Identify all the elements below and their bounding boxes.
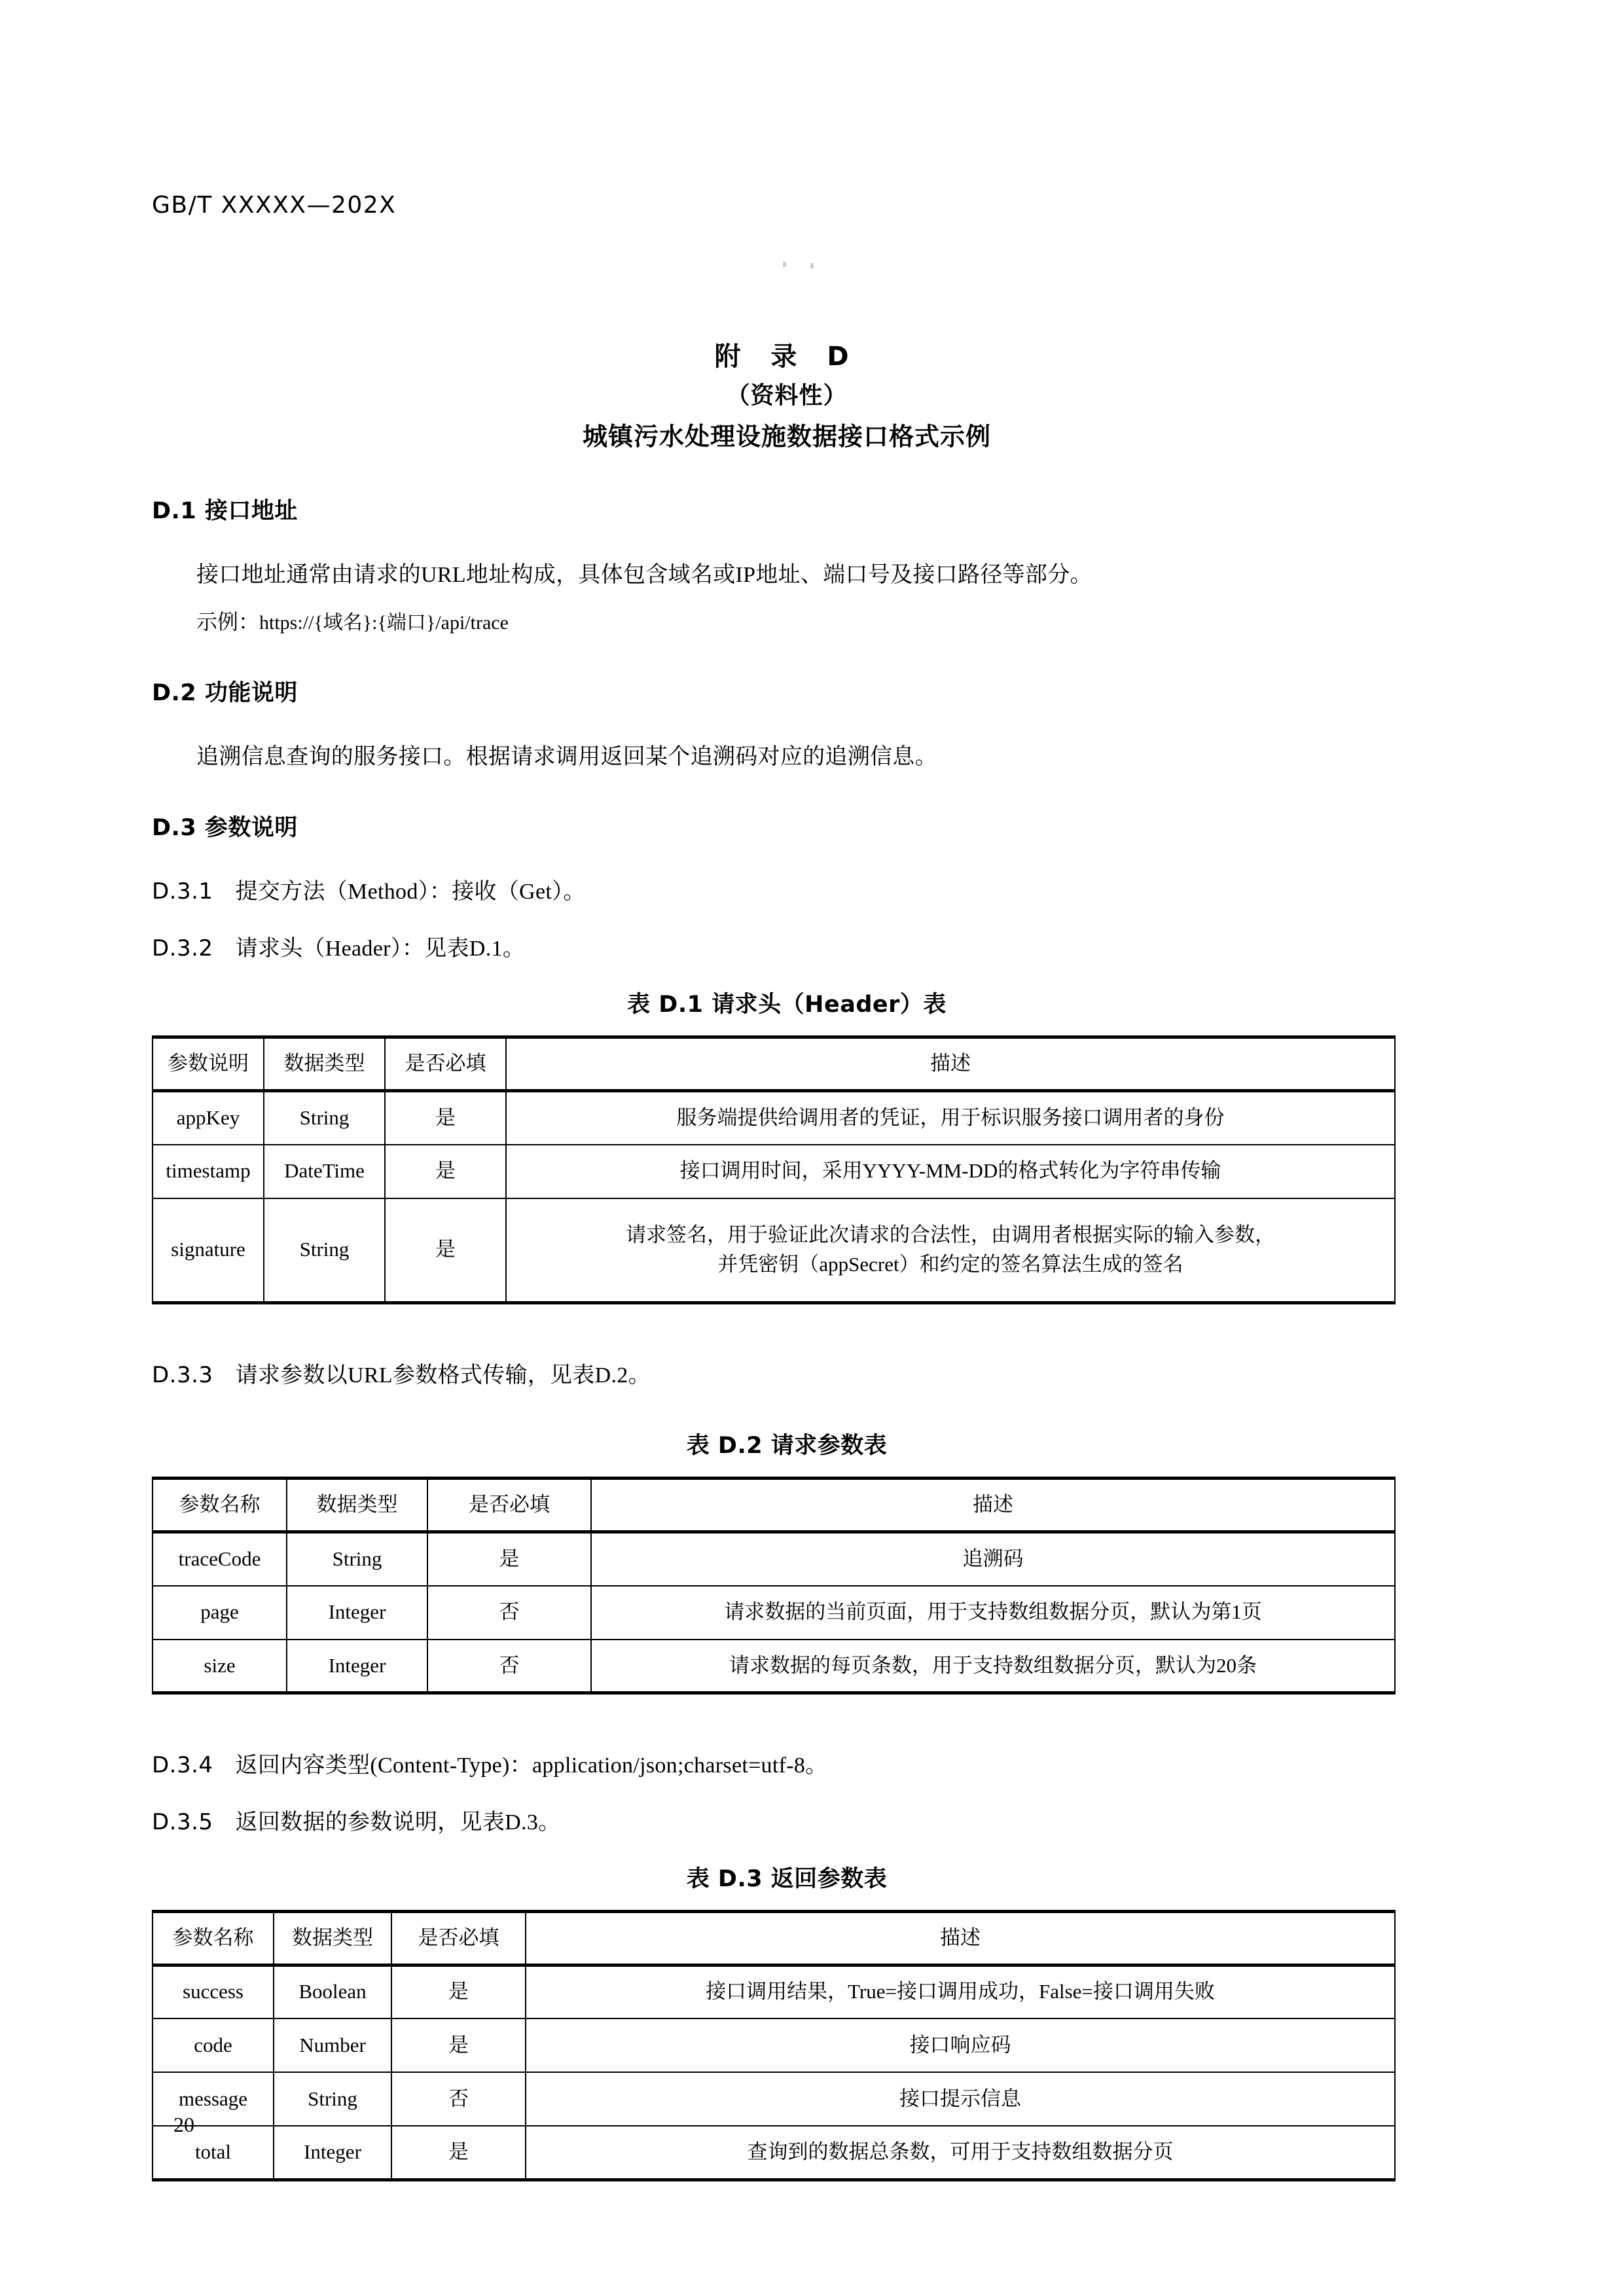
cell-description: 接口调用结果，True=接口调用成功，False=接口调用失败: [526, 1965, 1395, 2018]
cell-description: [506, 1198, 1395, 1303]
cell-data-type: String: [264, 1091, 385, 1145]
cell-data-type: DateTime: [264, 1145, 385, 1198]
cell-description: 请求数据的每页条数，用于支持数组数据分页，默认为20条: [591, 1640, 1395, 1693]
example-url: https://{域名}:{端口}/api/trace: [259, 611, 509, 634]
cell-data-type: String: [264, 1198, 385, 1303]
subclause-text: 返回数据的参数说明，见表D.3。: [235, 1810, 561, 1835]
cell-param-name: message: [153, 2072, 274, 2126]
description-line-2: 并凭密钥（appSecret）和约定的签名算法生成的签名: [717, 1252, 1183, 1276]
column-header: 参数名称: [153, 1479, 287, 1532]
paragraph-d1: 接口地址通常由请求的URL地址构成，具体包含域名或IP地址、端口号及接口路径等部分。: [196, 563, 1092, 587]
table-row: [153, 1586, 1395, 1640]
subclause-text: 提交方法（Method）：接收（Get）。: [235, 879, 586, 904]
cell-required: 是: [385, 1091, 506, 1145]
column-header: 描述: [526, 1911, 1395, 1965]
cell-param-name: total: [153, 2126, 274, 2179]
subclause-d3-1: [152, 877, 1422, 906]
cell-data-type: Integer: [287, 1640, 427, 1693]
column-header: 数据类型: [274, 1911, 391, 1965]
cell-param-name: timestamp: [153, 1145, 264, 1198]
column-header: 数据类型: [264, 1037, 385, 1091]
column-header: 是否必填: [391, 1911, 526, 1965]
table-d2: [152, 1477, 1396, 1695]
column-header: 是否必填: [427, 1479, 591, 1532]
cell-data-type: Integer: [274, 2126, 391, 2179]
column-header: 参数说明: [153, 1037, 264, 1091]
cell-param-name: code: [153, 2018, 274, 2072]
column-header: 参数名称: [153, 1911, 274, 1965]
subclause-number: D.3.5: [152, 1809, 213, 1836]
clause-heading-d1: D.1 接口地址: [152, 498, 298, 524]
table-row: [153, 1145, 1395, 1198]
subclause-text: 返回内容类型(Content-Type)：application/json;charset=utf-8。: [235, 1753, 828, 1778]
cell-required: 否: [391, 2072, 526, 2126]
column-header: 是否必填: [385, 1037, 506, 1091]
table-row: [153, 2126, 1395, 2179]
cell-param-name: appKey: [153, 1091, 264, 1145]
cell-description: 请求数据的当前页面，用于支持数组数据分页，默认为第1页: [591, 1586, 1395, 1640]
cell-data-type: String: [287, 1532, 427, 1586]
annex-title: 城镇污水处理设施数据接口格式示例: [582, 422, 991, 452]
cell-description: 查询到的数据总条数，可用于支持数组数据分页: [526, 2126, 1395, 2179]
subclause-d3-2: [152, 934, 1422, 963]
cell-required: 是: [385, 1198, 506, 1303]
annex-title-block: [152, 338, 1422, 458]
table-row: [153, 1198, 1395, 1303]
subclause-number: D.3.3: [152, 1362, 213, 1389]
table-row: [153, 2072, 1395, 2126]
table-row: [153, 1532, 1395, 1586]
column-header: 描述: [591, 1479, 1395, 1532]
cell-description: 追溯码: [591, 1532, 1395, 1586]
cell-required: 否: [427, 1586, 591, 1640]
subclause-text: 请求参数以URL参数格式传输，见表D.2。: [235, 1363, 651, 1388]
paragraph-d2: 追溯信息查询的服务接口。根据请求调用返回某个追溯码对应的追溯信息。: [196, 744, 937, 769]
table-header-row: [153, 1479, 1395, 1532]
subclause-d3-4: [152, 1751, 1422, 1780]
cell-param-name: size: [153, 1640, 287, 1693]
cell-param-name: traceCode: [153, 1532, 287, 1586]
table-caption-d1: 表 D.1 请求头（Header）表: [627, 992, 947, 1018]
column-header: 数据类型: [287, 1479, 427, 1532]
cell-param-name: signature: [153, 1198, 264, 1303]
table-row: [153, 1640, 1395, 1693]
annex-label: 附 录 D: [714, 342, 859, 372]
scan-artifact: [783, 260, 888, 274]
table-row: [153, 2018, 1395, 2072]
subclause-text: 请求头（Header）：见表D.1。: [235, 936, 526, 961]
cell-description: 接口提示信息: [526, 2072, 1395, 2126]
cell-description: 接口调用时间，采用YYYY-MM-DD的格式转化为字符串传输: [506, 1145, 1395, 1198]
clause-heading-d3: D.3 参数说明: [152, 814, 298, 841]
subclause-d3-3: [152, 1361, 1422, 1390]
cell-required: 是: [391, 1965, 526, 2018]
cell-param-name: success: [153, 1965, 274, 2018]
table-caption-d2: 表 D.2 请求参数表: [686, 1433, 888, 1460]
subclause-number: D.3.4: [152, 1752, 213, 1779]
running-header: GB/T XXXXX—202X: [152, 192, 397, 219]
cell-required: 是: [391, 2126, 526, 2179]
clause-heading-d2: D.2 功能说明: [152, 679, 298, 706]
table-d1: [152, 1035, 1396, 1304]
document-body: [152, 497, 1422, 2181]
cell-param-name: page: [153, 1586, 287, 1640]
cell-description: 接口响应码: [526, 2018, 1395, 2072]
cell-required: 是: [385, 1145, 506, 1198]
page-number: 20: [173, 2113, 194, 2136]
cell-required: 是: [391, 2018, 526, 2072]
subclause-number: D.3.1: [152, 878, 213, 905]
table-row: [153, 1091, 1395, 1145]
table-header-row: [153, 1037, 1395, 1091]
table-header-row: [153, 1911, 1395, 1965]
table-d3: [152, 1910, 1396, 2181]
cell-description: 服务端提供给调用者的凭证，用于标识服务接口调用者的身份: [506, 1091, 1395, 1145]
cell-required: 是: [427, 1532, 591, 1586]
cell-required: 否: [427, 1640, 591, 1693]
table-caption-d3: 表 D.3 返回参数表: [686, 1865, 888, 1892]
cell-data-type: String: [274, 2072, 391, 2126]
subclause-d3-5: [152, 1808, 1422, 1837]
annex-kind: （资料性）: [726, 382, 848, 409]
example-d1: [152, 607, 1422, 637]
example-label: 示例：: [196, 609, 260, 634]
description-line-1: 请求签名，用于验证此次请求的合法性，由调用者根据实际的输入参数，: [626, 1223, 1275, 1246]
cell-data-type: Integer: [287, 1586, 427, 1640]
cell-data-type: Boolean: [274, 1965, 391, 2018]
table-row: [153, 1965, 1395, 2018]
subclause-number: D.3.2: [152, 935, 213, 961]
cell-data-type: Number: [274, 2018, 391, 2072]
column-header: 描述: [506, 1037, 1395, 1091]
